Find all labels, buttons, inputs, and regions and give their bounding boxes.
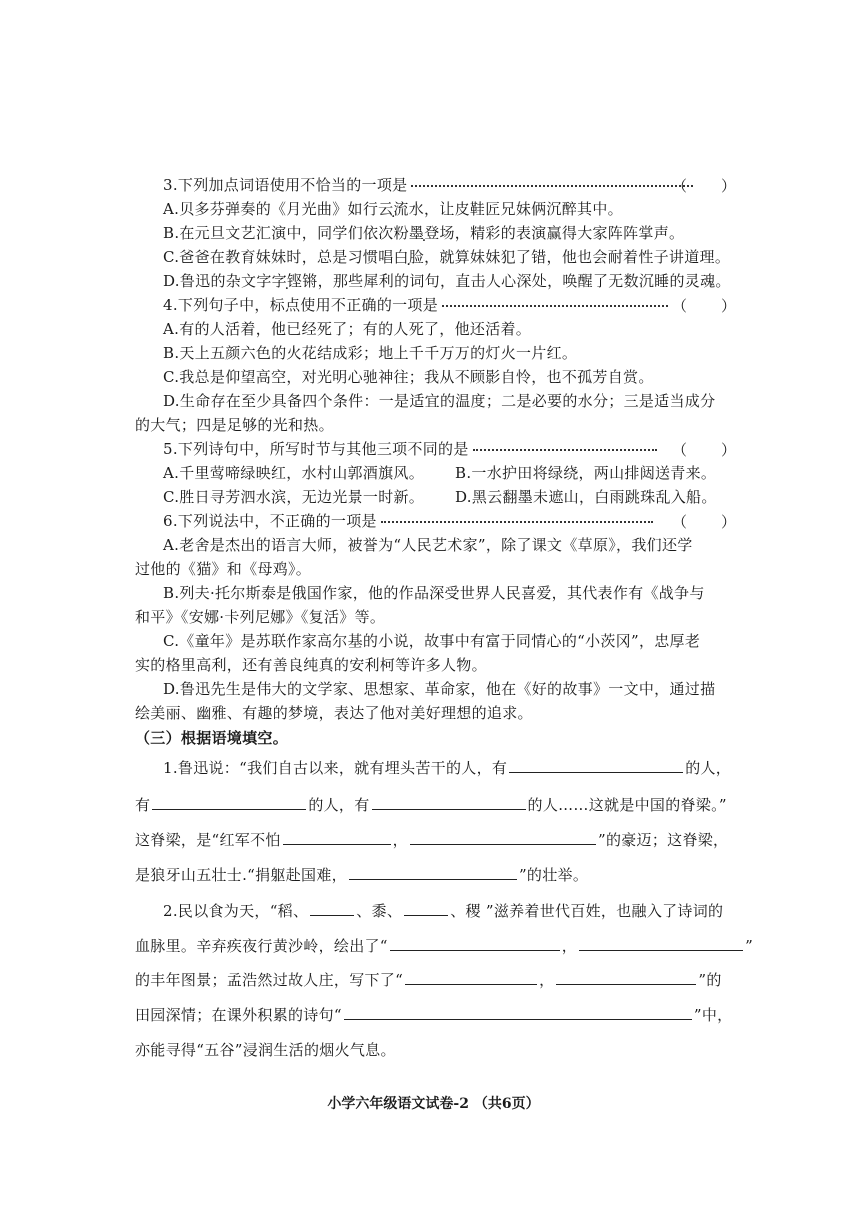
q6-option-c-line1: C.《童年》是苏联作家高尔基的小说，故事中有富于同情心的“小茨冈”，忠厚老 — [163, 632, 701, 650]
fill2-line5: 亦能寻得“五谷”浸润生活的烟火气息。 — [135, 1041, 396, 1059]
q5-answer-paren: （ ） — [672, 441, 737, 459]
answer-blank[interactable] — [372, 795, 526, 810]
q5-stem: 5.下列诗句中，所写时节与其他三项不同的是 — [163, 439, 661, 459]
q4-option-b: B.天上五颜六色的火花结成彩；地上千千万万的灯火一片红。 — [163, 344, 578, 362]
q6-option-c-line2: 实的格里高利，还有善良纯真的安利柯等许多人物。 — [135, 656, 487, 674]
answer-blank[interactable] — [556, 970, 696, 985]
fill2-line3: 的丰年图景；孟浩然过故人庄，写下了“ ， ”的 — [135, 971, 722, 989]
q3-option-d: D.鲁迅的杂文字字铿锵，那些犀利的词句，直击人心深处，唤醒了无数沉睡的灵魂。 — [163, 272, 731, 290]
q3-answer-paren: （ ） — [672, 177, 737, 195]
q5-option-c: C.胜日寻芳泗水滨，无边光景一时新。 — [163, 488, 425, 506]
q3-option-b: B.在元旦文艺汇演中，同学们依次粉墨登场，精彩的表演赢得大家阵阵掌声。 — [163, 224, 685, 242]
answer-blank[interactable] — [579, 936, 743, 951]
fill1-line3: 这脊梁，是“红军不怕 ， ”的豪迈；这脊梁， — [135, 831, 729, 849]
dotted-word: 白脸 — [393, 248, 425, 266]
q3-stem: 3.下列加点词语使用不恰当的一项是 — [163, 175, 697, 195]
dotted-leader — [442, 305, 668, 307]
answer-blank[interactable] — [310, 901, 354, 916]
answer-blank[interactable] — [509, 758, 683, 773]
q4-option-d-line1: D.生命存在至少具备四个条件：一是适宜的温度；二是必要的水分；三是适当成分 — [163, 392, 716, 410]
q5-option-a: A.千里莺啼绿映红，水村山郭酒旗风。 — [163, 464, 425, 482]
section-heading: （三）根据语境填空。 — [135, 729, 289, 747]
page-footer: 小学六年级语文试卷-2 （共6页） — [327, 1096, 540, 1112]
fill1-line1: 1.鲁迅说：“我们自古以来，就有埋头苦干的人，有 的人， — [163, 759, 732, 777]
q6-option-b-line2: 和平》《安娜·卡列尼娜》《复活》等。 — [135, 608, 386, 626]
q6-stem: 6.下列说法中，不正确的一项是 — [163, 511, 657, 531]
fill2-line1: 2.民以食为天，“稻、 、黍、 、稷 ”滋养着世代百姓，也融入了诗词的 — [163, 902, 724, 920]
q4-option-a: A.有的人活着，他已经死了；有的人死了，他还活着。 — [163, 320, 532, 338]
dotted-word: 粉墨登场 — [393, 224, 455, 242]
q3-option-a: A.贝多芬弹奏的《月光曲》如行云流水，让皮鞋匠兄妹俩沉醉其中。 — [163, 200, 623, 218]
q6-option-d-line2: 绘美丽、幽雅、有趣的梦境，表达了他对美好理想的追求。 — [135, 704, 533, 722]
q6-answer-paren: （ ） — [672, 513, 737, 531]
dotted-leader — [381, 521, 653, 523]
q4-option-c: C.我总是仰望高空，对光明心驰神往；我从不顾影自怜，也不孤芳自赏。 — [163, 368, 654, 386]
answer-blank[interactable] — [152, 795, 306, 810]
q6-option-b-line1: B.列夫·托尔斯泰是俄国作家，他的作品深受世界人民喜爱，其代表作有《战争与 — [163, 584, 705, 602]
dotted-leader — [473, 449, 657, 451]
answer-blank[interactable] — [404, 901, 448, 916]
q6-option-a-line1: A.老舍是杰出的语言大师，被誉为“人民艺术家”，除了课文《草原》，我们还学 — [163, 536, 693, 554]
answer-blank[interactable] — [283, 830, 391, 845]
q4-option-d-line2: 的大气；四是足够的光和热。 — [135, 416, 334, 434]
q4-answer-paren: （ ） — [672, 297, 737, 315]
fill2-line2: 血脉里。辛弃疾夜行黄沙岭，绘出了“ ， ” — [135, 937, 754, 955]
fill1-line4: 是狼牙山五壮士.“捐躯赴国难， ”的壮举。 — [135, 866, 589, 884]
dotted-word: 行云流水 — [362, 200, 425, 218]
q6-option-a-line2: 过他的《猫》和《母鸡》。 — [135, 560, 312, 578]
q5-option-b: B.一水护田将绿绕，两山排闼送青来。 — [455, 464, 717, 482]
q4-stem: 4.下列句子中，标点使用不正确的一项是 — [163, 295, 672, 315]
dotted-leader — [411, 185, 693, 187]
answer-blank[interactable] — [390, 936, 560, 951]
q6-option-d-line1: D.鲁迅先生是伟大的文学家、思想家、革命家，他在《好的故事》一文中，通过描 — [163, 680, 716, 698]
dotted-word: 字字铿锵 — [256, 272, 318, 290]
answer-blank[interactable] — [344, 1005, 692, 1020]
answer-blank[interactable] — [410, 830, 596, 845]
answer-blank[interactable] — [405, 970, 537, 985]
q3-option-c: C.爸爸在教育妹妹时，总是习惯唱白脸，就算妹妹犯了错，他也会耐着性子讲道理。 — [163, 248, 731, 266]
fill1-line2: 有 的人，有 的人……这就是中国的脊梁。” — [135, 796, 727, 814]
answer-blank[interactable] — [349, 865, 517, 880]
q5-option-d: D.黑云翻墨未遮山，白雨跳珠乱入船。 — [455, 488, 717, 506]
fill2-line4: 田园深情；在课外积累的诗句“ ”中， — [135, 1006, 733, 1024]
